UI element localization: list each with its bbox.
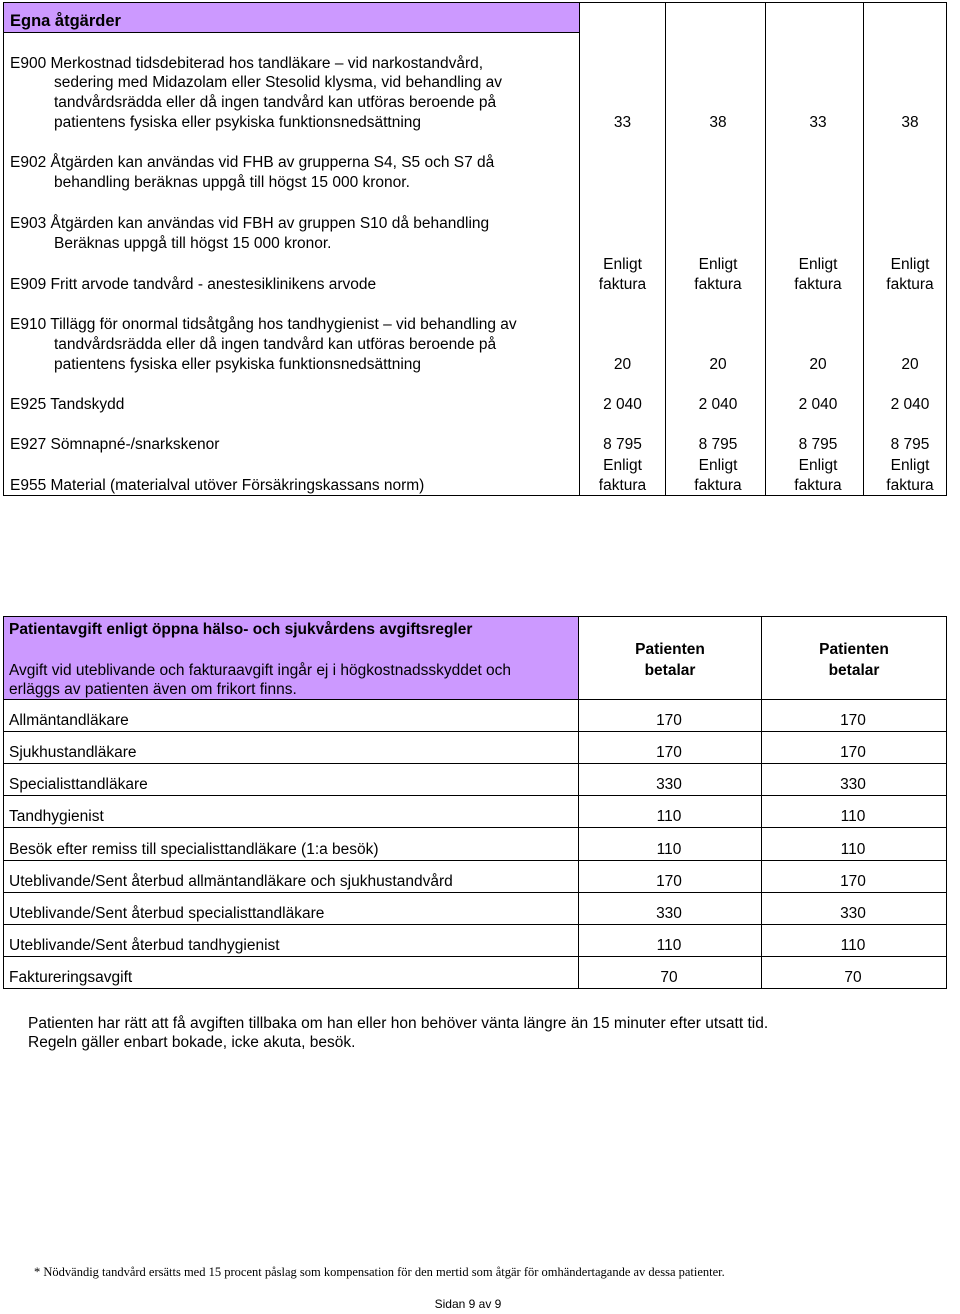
fee-row-value-1: 170 (656, 744, 682, 761)
row-e909-label: E909 Fritt arvode tandvård - anestesiklinikens arvode (10, 276, 377, 293)
section2-title: Patientavgift enligt öppna hälso- och sjukvårdens avgiftsregler (9, 621, 473, 638)
row-e909-value-1: Enligt faktura (598, 256, 647, 293)
row-e902-line1: E902 Åtgärden kan användas vid FHB av grupperna S4, S5 och S7 då (10, 154, 495, 171)
fee-row-value-1: 170 (656, 712, 682, 729)
fee-row-value-2: 170 (840, 712, 866, 729)
row-e955-value-2: Enligt faktura (694, 457, 742, 494)
row-e927-value-1: 8 795 (603, 436, 642, 453)
row-e900-value-1: 33 (613, 114, 632, 131)
fee-row-value-1: 110 (656, 937, 682, 954)
row-e903-line2: Beräknas uppgå till högst 15 000 kronor. (54, 235, 332, 252)
footnote: * Nödvändig tandvård ersätts med 15 procent påslag som kompensation för den mertid som åtgär för omhändertagande av dessa patienter. (34, 1265, 725, 1279)
fee-row-label: Allmäntandläkare (9, 712, 129, 729)
row-e925-value-4: 2 040 (890, 396, 930, 413)
fee-row-label: Besök efter remiss till specialisttandläkare (1:a besök) (9, 841, 379, 858)
fee-row-label: Uteblivande/Sent återbud allmäntandläkare och sjukhustandvård (9, 873, 453, 890)
row-e909-value-2: Enligt faktura (694, 256, 742, 293)
fee-row-value-2: 110 (840, 937, 866, 954)
row-e900-line4: patientens fysiska eller psykiska funktionsnedsättning (54, 114, 422, 131)
fee-row-value-1: 110 (656, 841, 682, 858)
info-line-2: Regeln gäller enbart bokade, icke akuta, besök. (28, 1034, 356, 1051)
fee-row-value-1: 170 (656, 873, 682, 890)
row-e900-value-2: 38 (709, 114, 727, 131)
row-e900-line1: E900 Merkostnad tidsdebiterad hos tandläkare – vid narkostandvård, (10, 55, 484, 72)
row-e955-label: E955 Material (materialval utöver Försäkringskassans norm) (10, 477, 425, 494)
fee-row-label: Sjukhustandläkare (9, 744, 137, 761)
fee-row-value-1: 330 (656, 776, 682, 793)
row-e910-line2: tandvårdsrädda eller då ingen tandvård kan utföras beroende på (54, 336, 497, 353)
fee-row-value-1: 330 (656, 905, 682, 922)
fee-row-value-1: 70 (660, 969, 678, 986)
section2-note-line1: Avgift vid uteblivande och fakturaavgift ingår ej i högkostnadsskyddet och (9, 662, 512, 679)
fee-row-label: Uteblivande/Sent återbud specialisttandläkare (9, 905, 325, 922)
row-e910-value-3: 20 (809, 356, 827, 373)
fee-row-label: Tandhygienist (9, 808, 104, 825)
row-e900-line3: tandvårdsrädda eller då ingen tandvård kan utföras beroende på (54, 94, 497, 111)
row-e910-value-1: 20 (613, 356, 632, 373)
row-e903-line1: E903 Åtgärden kan användas vid FBH av gruppen S10 då behandling (10, 215, 490, 232)
fee-row-label: Faktureringsavgift (9, 969, 133, 986)
fee-row-label: Uteblivande/Sent återbud tandhygienist (9, 937, 280, 954)
row-e927-value-3: 8 795 (798, 436, 838, 453)
row-e900-value-4: 38 (901, 114, 919, 131)
row-e927-label: E927 Sömnapné-/snarkskenor (10, 436, 220, 453)
row-e925-label: E925 Tandskydd (10, 396, 125, 413)
section1-title: Egna åtgärder (10, 12, 121, 30)
row-e925-value-1: 2 040 (603, 396, 642, 413)
row-e955-value-1: Enligt faktura (598, 457, 647, 494)
row-e909-value-4: Enligt faktura (886, 256, 934, 293)
fee-row-value-2: 170 (840, 873, 866, 890)
info-line-1: Patienten har rätt att få avgiften tillbaka om han eller hon behöver vänta längre än 15 minuter efter utsatt tid. (28, 1015, 769, 1032)
row-e910-value-4: 20 (901, 356, 919, 373)
page-number: Sidan 9 av 9 (434, 1297, 502, 1311)
row-e910-line3: patientens fysiska eller psykiska funktionsnedsättning (54, 356, 422, 373)
fee-row-value-1: 110 (656, 808, 682, 825)
row-e900-value-3: 33 (809, 114, 827, 131)
row-e925-value-2: 2 040 (698, 396, 738, 413)
column-header-patienten-betalar-1: Patienten betalar (635, 641, 705, 679)
row-e902-line2: behandling beräknas uppgå till högst 15 000 kronor. (54, 174, 410, 191)
column-header-patienten-betalar-2: Patienten betalar (819, 641, 889, 679)
row-e927-value-2: 8 795 (698, 436, 738, 453)
fee-row-value-2: 330 (840, 776, 866, 793)
row-e925-value-3: 2 040 (798, 396, 838, 413)
fee-row-label: Specialisttandläkare (9, 776, 148, 793)
row-e910-line1: E910 Tillägg för onormal tidsåtgång hos tandhygienist – vid behandling av (10, 316, 517, 333)
row-e909-value-3: Enligt faktura (794, 256, 842, 293)
fee-row-value-2: 110 (840, 808, 866, 825)
fee-row-value-2: 170 (840, 744, 866, 761)
row-e900-line2: sedering med Midazolam eller Stesolid klysma, vid behandling av (54, 74, 503, 91)
row-e955-value-4: Enligt faktura (886, 457, 934, 494)
row-e955-value-3: Enligt faktura (794, 457, 842, 494)
fee-row-value-2: 330 (840, 905, 866, 922)
fee-row-value-2: 70 (844, 969, 862, 986)
fee-row-value-2: 110 (840, 841, 866, 858)
row-e927-value-4: 8 795 (890, 436, 930, 453)
row-e910-value-2: 20 (709, 356, 727, 373)
section2-note-line2: erläggs av patienten även om frikort finns. (9, 681, 297, 698)
